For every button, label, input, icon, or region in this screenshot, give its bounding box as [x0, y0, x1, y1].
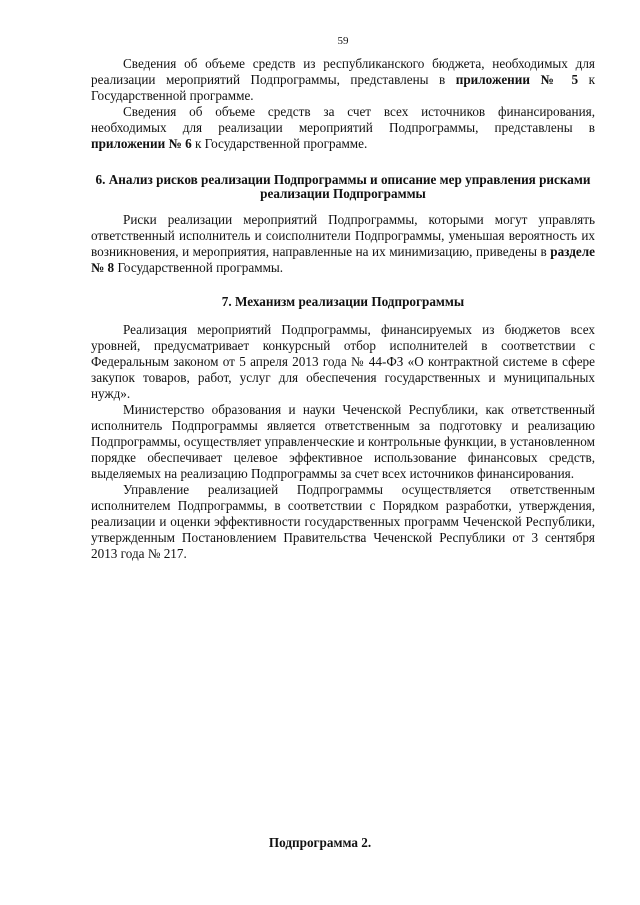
subprogram-2-title: Подпрограмма 2. — [268, 835, 372, 850]
paragraph-text: Риски реализации мероприятий Подпрограммы, которыми могут управлять ответственный исполнитель и соисполнители Подпрограммы, уменьшая вероятность их возникновения, и мероприятия, направленные на их минимизацию, приведены в — [91, 212, 595, 259]
paragraph-risks — [91, 212, 595, 276]
appendix-5-reference: приложении № 5 — [455, 72, 579, 87]
section-6-heading: 6. Анализ рисков реализации Подпрограммы и описание мер управления рисками реализации Подпрограммы — [95, 172, 591, 201]
paragraph-management: Управление реализацией Подпрограммы осуществляется ответственным исполнителем Подпрограммы, в соответствии с Порядком разработки, утверждения, реализации и оценки эффективности государственных программ Чеченской Республики, утвержденным Постановлением Правительства Чеченской Республики от 3 сентября 2013 года № 217. — [91, 482, 595, 561]
section-7-heading: 7. Механизм реализации Подпрограммы — [221, 294, 465, 309]
paragraph-text: Государственной программы. — [114, 260, 284, 275]
paragraph-text: к Государственной программе. — [91, 72, 595, 103]
appendix-6-reference: приложении № 6 — [91, 136, 192, 151]
document-page — [91, 34, 595, 562]
paragraph-text: Сведения об объеме средств из республиканского бюджета, необходимых для реализации мероприятий Подпрограммы, представлены в — [91, 56, 595, 87]
paragraph-text: к Государственной программе. — [191, 136, 368, 151]
paragraph-text: Сведения об объеме средств за счет всех источников финансирования, необходимых для реализации мероприятий Подпрограммы, представлены в — [91, 104, 595, 135]
paragraph-ministry: Министерство образования и науки Чеченской Республики, как ответственный исполнитель Подпрограммы является ответственным за подготовку и реализацию Подпрограммы, осуществляет управленческие и контрольные функции, в установленном порядке обеспечивает целевое эффективное использование финансовых средств, выделяемых на реализацию Подпрограммы за счет всех источников финансирования. — [91, 402, 595, 481]
paragraph-all-sources-funds — [91, 104, 595, 152]
paragraph-budget-funds — [91, 56, 595, 104]
paragraph-implementation: Реализация мероприятий Подпрограммы, финансируемых из бюджетов всех уровней, предусматривает конкурсный отбор исполнителей в соответствии с Федеральным законом от 5 апреля 2013 года № 44-ФЗ «О контрактной системе в сфере закупок товаров, работ, услуг для обеспечения государственных и муниципальных нужд». — [91, 322, 595, 401]
section-8-reference: разделе № 8 — [91, 244, 595, 275]
page-number: 59 — [337, 35, 349, 47]
